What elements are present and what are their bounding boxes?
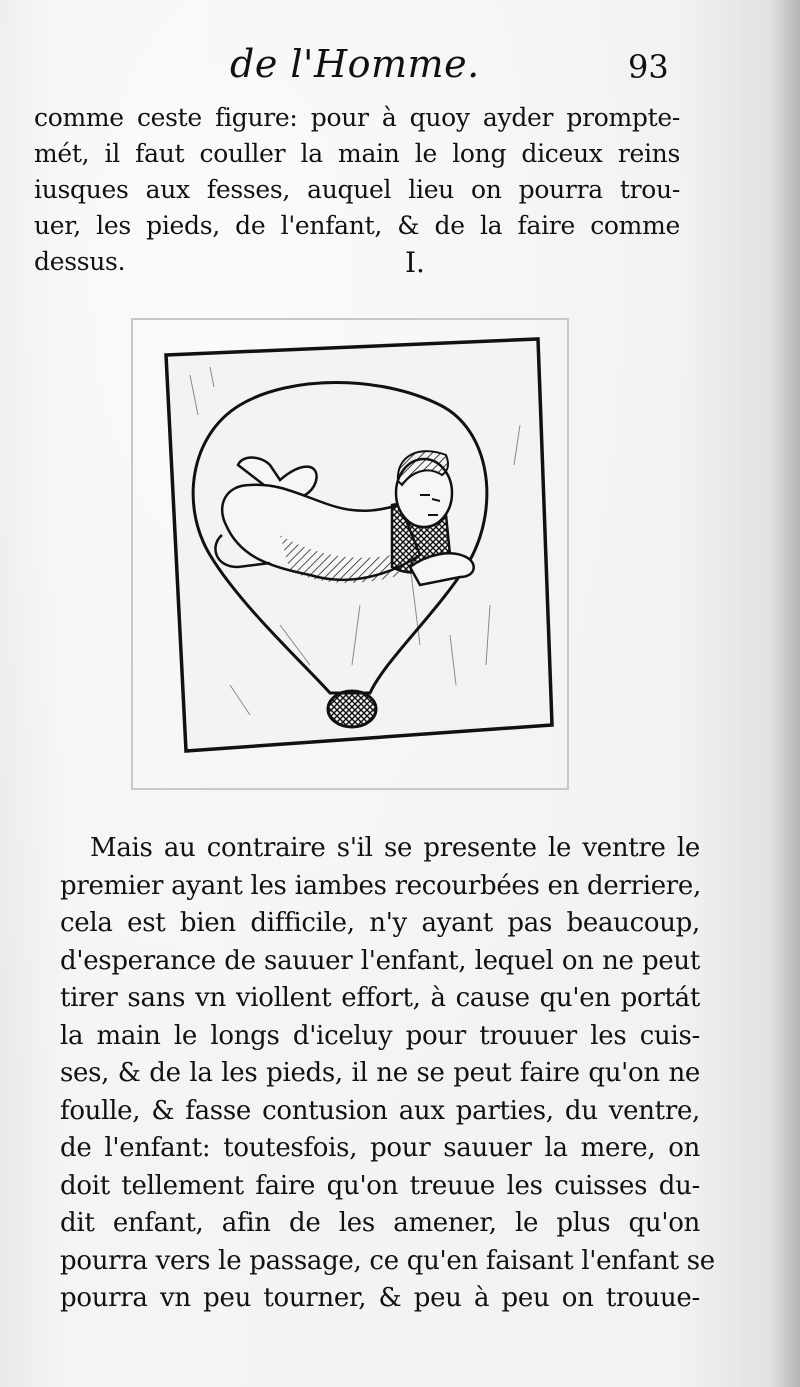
infant-in-womb-illustration [130, 305, 590, 795]
figure-plate [130, 305, 590, 795]
text-line: doit tellement faire qu'on treuue les cuisses du- [60, 1170, 700, 1201]
text-line: pourra vers le passage, ce qu'en faisant l'enfant se [60, 1245, 715, 1276]
text-line: ses, & de la les pieds, il ne se peut faire qu'on ne [60, 1058, 700, 1088]
text-line: iusques aux fesses, auquel lieu on pourra trou- [34, 175, 680, 204]
text-line: dessus. [34, 247, 126, 276]
figure-label: I. [405, 246, 425, 279]
text-line: premier ayant les iambes recourbées en derriere, [60, 870, 701, 901]
text-line: mét, il faut couller la main le long diceux reins [34, 139, 680, 168]
text-line: uer, les pieds, de l'enfant, & de la faire comme [34, 211, 680, 240]
text-line: foulle, & fasse contusion aux parties, du ventre, [60, 1095, 700, 1126]
text-line: tirer sans vn viollent effort, à cause qu'en portát [60, 983, 700, 1013]
page-edge-shadow [770, 0, 800, 1387]
running-head: de l'Homme. [230, 42, 480, 86]
bottom-paragraph [60, 830, 715, 1318]
text-line: cela est bien difficile, n'y ayant pas beaucoup, [60, 908, 700, 938]
text-line: la main le longs d'iceluy pour trouuer les cuis- [60, 1020, 700, 1051]
text-line: pourra vn peu tourner, & peu à peu on trouue- [60, 1283, 700, 1313]
text-line: dit enfant, afin de les amener, le plus qu'on [60, 1208, 700, 1238]
text-line: comme ceste figure: pour à quoy ayder prompte- [34, 103, 680, 132]
page-number: 93 [628, 48, 669, 86]
page-header [0, 42, 800, 92]
top-paragraph [34, 100, 680, 280]
text-line: Mais au contraire s'il se presente le ventre le [90, 833, 700, 863]
cervix-mark [328, 691, 376, 727]
text-line: de l'enfant: toutesfois, pour sauuer la mere, on [60, 1133, 700, 1163]
text-line: d'esperance de sauuer l'enfant, lequel on ne peut [60, 945, 700, 976]
